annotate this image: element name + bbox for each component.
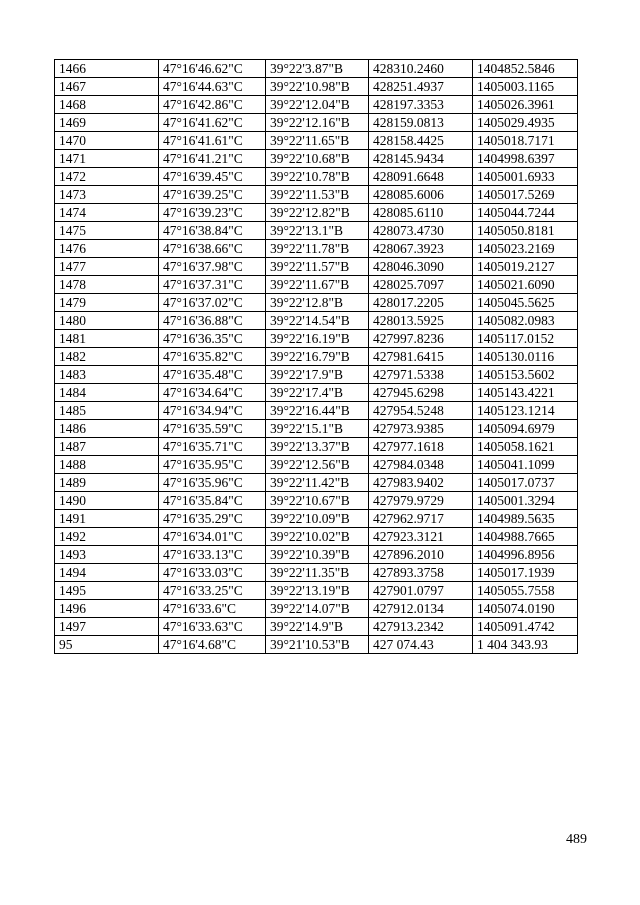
point-number-cell: 1468 — [55, 96, 159, 114]
point-number-cell: 1494 — [55, 564, 159, 582]
x-coordinate-cell: 427896.2010 — [369, 546, 473, 564]
table-row — [55, 474, 578, 492]
longitude-cell: 39°22'13.37"В — [266, 438, 369, 456]
latitude-cell: 47°16'35.71"С — [159, 438, 266, 456]
y-coordinate-cell: 1405021.6090 — [473, 276, 578, 294]
y-coordinate-cell: 1405091.4742 — [473, 618, 578, 636]
longitude-cell: 39°22'12.8"В — [266, 294, 369, 312]
x-coordinate-cell: 428158.4425 — [369, 132, 473, 150]
longitude-cell: 39°22'14.54"В — [266, 312, 369, 330]
x-coordinate-cell: 427 074.43 — [369, 636, 473, 654]
point-number-cell: 1490 — [55, 492, 159, 510]
y-coordinate-cell: 1405041.1099 — [473, 456, 578, 474]
point-number-cell: 1473 — [55, 186, 159, 204]
point-number-cell: 1476 — [55, 240, 159, 258]
longitude-cell: 39°22'10.78"В — [266, 168, 369, 186]
y-coordinate-cell: 1405117.0152 — [473, 330, 578, 348]
x-coordinate-cell: 427901.0797 — [369, 582, 473, 600]
longitude-cell: 39°22'12.56"В — [266, 456, 369, 474]
table-row — [55, 456, 578, 474]
point-number-cell: 1493 — [55, 546, 159, 564]
longitude-cell: 39°22'16.44"В — [266, 402, 369, 420]
x-coordinate-cell: 427912.0134 — [369, 600, 473, 618]
latitude-cell: 47°16'33.13"С — [159, 546, 266, 564]
table-row — [55, 528, 578, 546]
point-number-cell: 1479 — [55, 294, 159, 312]
longitude-cell: 39°22'11.42"В — [266, 474, 369, 492]
point-number-cell: 1484 — [55, 384, 159, 402]
point-number-cell: 1481 — [55, 330, 159, 348]
y-coordinate-cell: 1405018.7171 — [473, 132, 578, 150]
longitude-cell: 39°22'14.07"В — [266, 600, 369, 618]
table-row — [55, 96, 578, 114]
x-coordinate-cell: 427977.1618 — [369, 438, 473, 456]
y-coordinate-cell: 1405123.1214 — [473, 402, 578, 420]
x-coordinate-cell: 428251.4937 — [369, 78, 473, 96]
table-row — [55, 132, 578, 150]
y-coordinate-cell: 1405058.1621 — [473, 438, 578, 456]
latitude-cell: 47°16'46.62"С — [159, 60, 266, 78]
x-coordinate-cell: 427923.3121 — [369, 528, 473, 546]
y-coordinate-cell: 1405001.6933 — [473, 168, 578, 186]
point-number-cell: 1475 — [55, 222, 159, 240]
latitude-cell: 47°16'37.98"С — [159, 258, 266, 276]
point-number-cell: 1474 — [55, 204, 159, 222]
point-number-cell: 1491 — [55, 510, 159, 528]
latitude-cell: 47°16'36.35"С — [159, 330, 266, 348]
point-number-cell: 1477 — [55, 258, 159, 276]
table-row — [55, 60, 578, 78]
longitude-cell: 39°22'10.67"В — [266, 492, 369, 510]
y-coordinate-cell: 1405094.6979 — [473, 420, 578, 438]
x-coordinate-cell: 428091.6648 — [369, 168, 473, 186]
latitude-cell: 47°16'39.23"С — [159, 204, 266, 222]
y-coordinate-cell: 1405003.1165 — [473, 78, 578, 96]
x-coordinate-cell: 427954.5248 — [369, 402, 473, 420]
table-row — [55, 582, 578, 600]
longitude-cell: 39°22'3.87"В — [266, 60, 369, 78]
longitude-cell: 39°22'13.19"В — [266, 582, 369, 600]
y-coordinate-cell: 1405001.3294 — [473, 492, 578, 510]
longitude-cell: 39°21'10.53"В — [266, 636, 369, 654]
table-row — [55, 222, 578, 240]
latitude-cell: 47°16'34.01"С — [159, 528, 266, 546]
x-coordinate-cell: 427984.0348 — [369, 456, 473, 474]
x-coordinate-cell: 428310.2460 — [369, 60, 473, 78]
latitude-cell: 47°16'34.64"С — [159, 384, 266, 402]
x-coordinate-cell: 427973.9385 — [369, 420, 473, 438]
y-coordinate-cell: 1405044.7244 — [473, 204, 578, 222]
x-coordinate-cell: 428145.9434 — [369, 150, 473, 168]
y-coordinate-cell: 1405026.3961 — [473, 96, 578, 114]
longitude-cell: 39°22'16.79"В — [266, 348, 369, 366]
table-row — [55, 384, 578, 402]
table-row — [55, 492, 578, 510]
y-coordinate-cell: 1405074.0190 — [473, 600, 578, 618]
longitude-cell: 39°22'10.02"В — [266, 528, 369, 546]
x-coordinate-cell: 428159.0813 — [369, 114, 473, 132]
latitude-cell: 47°16'35.95"С — [159, 456, 266, 474]
longitude-cell: 39°22'12.04"В — [266, 96, 369, 114]
point-number-cell: 1495 — [55, 582, 159, 600]
latitude-cell: 47°16'35.84"С — [159, 492, 266, 510]
x-coordinate-cell: 427997.8236 — [369, 330, 473, 348]
longitude-cell: 39°22'10.98"В — [266, 78, 369, 96]
latitude-cell: 47°16'41.21"С — [159, 150, 266, 168]
point-number-cell: 1485 — [55, 402, 159, 420]
point-number-cell: 1470 — [55, 132, 159, 150]
table-row — [55, 420, 578, 438]
latitude-cell: 47°16'4.68"С — [159, 636, 266, 654]
x-coordinate-cell: 428046.3090 — [369, 258, 473, 276]
longitude-cell: 39°22'17.4"В — [266, 384, 369, 402]
y-coordinate-cell: 1404998.6397 — [473, 150, 578, 168]
latitude-cell: 47°16'37.31"С — [159, 276, 266, 294]
table-row — [55, 204, 578, 222]
table-row — [55, 168, 578, 186]
y-coordinate-cell: 1405130.0116 — [473, 348, 578, 366]
latitude-cell: 47°16'35.59"С — [159, 420, 266, 438]
longitude-cell: 39°22'10.68"В — [266, 150, 369, 168]
x-coordinate-cell: 427913.2342 — [369, 618, 473, 636]
longitude-cell: 39°22'16.19"В — [266, 330, 369, 348]
x-coordinate-cell: 427945.6298 — [369, 384, 473, 402]
latitude-cell: 47°16'38.84"С — [159, 222, 266, 240]
point-number-cell: 1467 — [55, 78, 159, 96]
y-coordinate-cell: 1405023.2169 — [473, 240, 578, 258]
table-row — [55, 618, 578, 636]
x-coordinate-cell: 428085.6006 — [369, 186, 473, 204]
table-row — [55, 258, 578, 276]
longitude-cell: 39°22'11.78"В — [266, 240, 369, 258]
longitude-cell: 39°22'11.35"В — [266, 564, 369, 582]
y-coordinate-cell: 1405082.0983 — [473, 312, 578, 330]
latitude-cell: 47°16'42.86"С — [159, 96, 266, 114]
latitude-cell: 47°16'39.45"С — [159, 168, 266, 186]
point-number-cell: 1483 — [55, 366, 159, 384]
y-coordinate-cell: 1404988.7665 — [473, 528, 578, 546]
point-number-cell: 1471 — [55, 150, 159, 168]
x-coordinate-cell: 428025.7097 — [369, 276, 473, 294]
table-row — [55, 312, 578, 330]
table-row — [55, 114, 578, 132]
latitude-cell: 47°16'33.25"С — [159, 582, 266, 600]
x-coordinate-cell: 428013.5925 — [369, 312, 473, 330]
coordinates-table — [54, 59, 578, 654]
latitude-cell: 47°16'41.61"С — [159, 132, 266, 150]
point-number-cell: 1469 — [55, 114, 159, 132]
latitude-cell: 47°16'44.63"С — [159, 78, 266, 96]
point-number-cell: 1480 — [55, 312, 159, 330]
point-number-cell: 95 — [55, 636, 159, 654]
point-number-cell: 1482 — [55, 348, 159, 366]
point-number-cell: 1472 — [55, 168, 159, 186]
x-coordinate-cell: 427981.6415 — [369, 348, 473, 366]
table-row — [55, 600, 578, 618]
longitude-cell: 39°22'13.1"В — [266, 222, 369, 240]
y-coordinate-cell: 1405143.4221 — [473, 384, 578, 402]
point-number-cell: 1489 — [55, 474, 159, 492]
y-coordinate-cell: 1404996.8956 — [473, 546, 578, 564]
longitude-cell: 39°22'17.9"В — [266, 366, 369, 384]
point-number-cell: 1486 — [55, 420, 159, 438]
table-row — [55, 636, 578, 654]
table-row — [55, 276, 578, 294]
table-row — [55, 150, 578, 168]
y-coordinate-cell: 1405017.5269 — [473, 186, 578, 204]
latitude-cell: 47°16'35.29"С — [159, 510, 266, 528]
longitude-cell: 39°22'11.67"В — [266, 276, 369, 294]
table-row — [55, 330, 578, 348]
x-coordinate-cell: 427971.5338 — [369, 366, 473, 384]
longitude-cell: 39°22'12.82"В — [266, 204, 369, 222]
longitude-cell: 39°22'10.39"В — [266, 546, 369, 564]
point-number-cell: 1488 — [55, 456, 159, 474]
y-coordinate-cell: 1405017.1939 — [473, 564, 578, 582]
table-row — [55, 240, 578, 258]
y-coordinate-cell: 1405050.8181 — [473, 222, 578, 240]
y-coordinate-cell: 1405017.0737 — [473, 474, 578, 492]
point-number-cell: 1492 — [55, 528, 159, 546]
latitude-cell: 47°16'33.6"С — [159, 600, 266, 618]
table-row — [55, 348, 578, 366]
table-row — [55, 294, 578, 312]
y-coordinate-cell: 1405019.2127 — [473, 258, 578, 276]
longitude-cell: 39°22'15.1"В — [266, 420, 369, 438]
table-row — [55, 438, 578, 456]
table-row — [55, 564, 578, 582]
y-coordinate-cell: 1405029.4935 — [473, 114, 578, 132]
latitude-cell: 47°16'33.63"С — [159, 618, 266, 636]
x-coordinate-cell: 427893.3758 — [369, 564, 473, 582]
longitude-cell: 39°22'11.57"В — [266, 258, 369, 276]
longitude-cell: 39°22'12.16"В — [266, 114, 369, 132]
latitude-cell: 47°16'41.62"С — [159, 114, 266, 132]
table-row — [55, 78, 578, 96]
table-row — [55, 402, 578, 420]
longitude-cell: 39°22'14.9"В — [266, 618, 369, 636]
latitude-cell: 47°16'34.94"С — [159, 402, 266, 420]
x-coordinate-cell: 428017.2205 — [369, 294, 473, 312]
latitude-cell: 47°16'38.66"С — [159, 240, 266, 258]
x-coordinate-cell: 428067.3923 — [369, 240, 473, 258]
latitude-cell: 47°16'36.88"С — [159, 312, 266, 330]
point-number-cell: 1478 — [55, 276, 159, 294]
coordinates-table-body — [55, 60, 578, 654]
table-row — [55, 366, 578, 384]
x-coordinate-cell: 428197.3353 — [369, 96, 473, 114]
x-coordinate-cell: 427962.9717 — [369, 510, 473, 528]
longitude-cell: 39°22'11.53"В — [266, 186, 369, 204]
point-number-cell: 1487 — [55, 438, 159, 456]
x-coordinate-cell: 427979.9729 — [369, 492, 473, 510]
point-number-cell: 1496 — [55, 600, 159, 618]
y-coordinate-cell: 1 404 343.93 — [473, 636, 578, 654]
table-row — [55, 546, 578, 564]
point-number-cell: 1497 — [55, 618, 159, 636]
latitude-cell: 47°16'35.96"С — [159, 474, 266, 492]
x-coordinate-cell: 428085.6110 — [369, 204, 473, 222]
longitude-cell: 39°22'11.65"В — [266, 132, 369, 150]
x-coordinate-cell: 427983.9402 — [369, 474, 473, 492]
latitude-cell: 47°16'35.48"С — [159, 366, 266, 384]
longitude-cell: 39°22'10.09"В — [266, 510, 369, 528]
table-row — [55, 186, 578, 204]
latitude-cell: 47°16'33.03"С — [159, 564, 266, 582]
point-number-cell: 1466 — [55, 60, 159, 78]
y-coordinate-cell: 1404989.5635 — [473, 510, 578, 528]
y-coordinate-cell: 1404852.5846 — [473, 60, 578, 78]
latitude-cell: 47°16'39.25"С — [159, 186, 266, 204]
x-coordinate-cell: 428073.4730 — [369, 222, 473, 240]
y-coordinate-cell: 1405055.7558 — [473, 582, 578, 600]
latitude-cell: 47°16'35.82"С — [159, 348, 266, 366]
table-row — [55, 510, 578, 528]
latitude-cell: 47°16'37.02"С — [159, 294, 266, 312]
y-coordinate-cell: 1405153.5602 — [473, 366, 578, 384]
y-coordinate-cell: 1405045.5625 — [473, 294, 578, 312]
page-number: 489 — [566, 832, 587, 847]
